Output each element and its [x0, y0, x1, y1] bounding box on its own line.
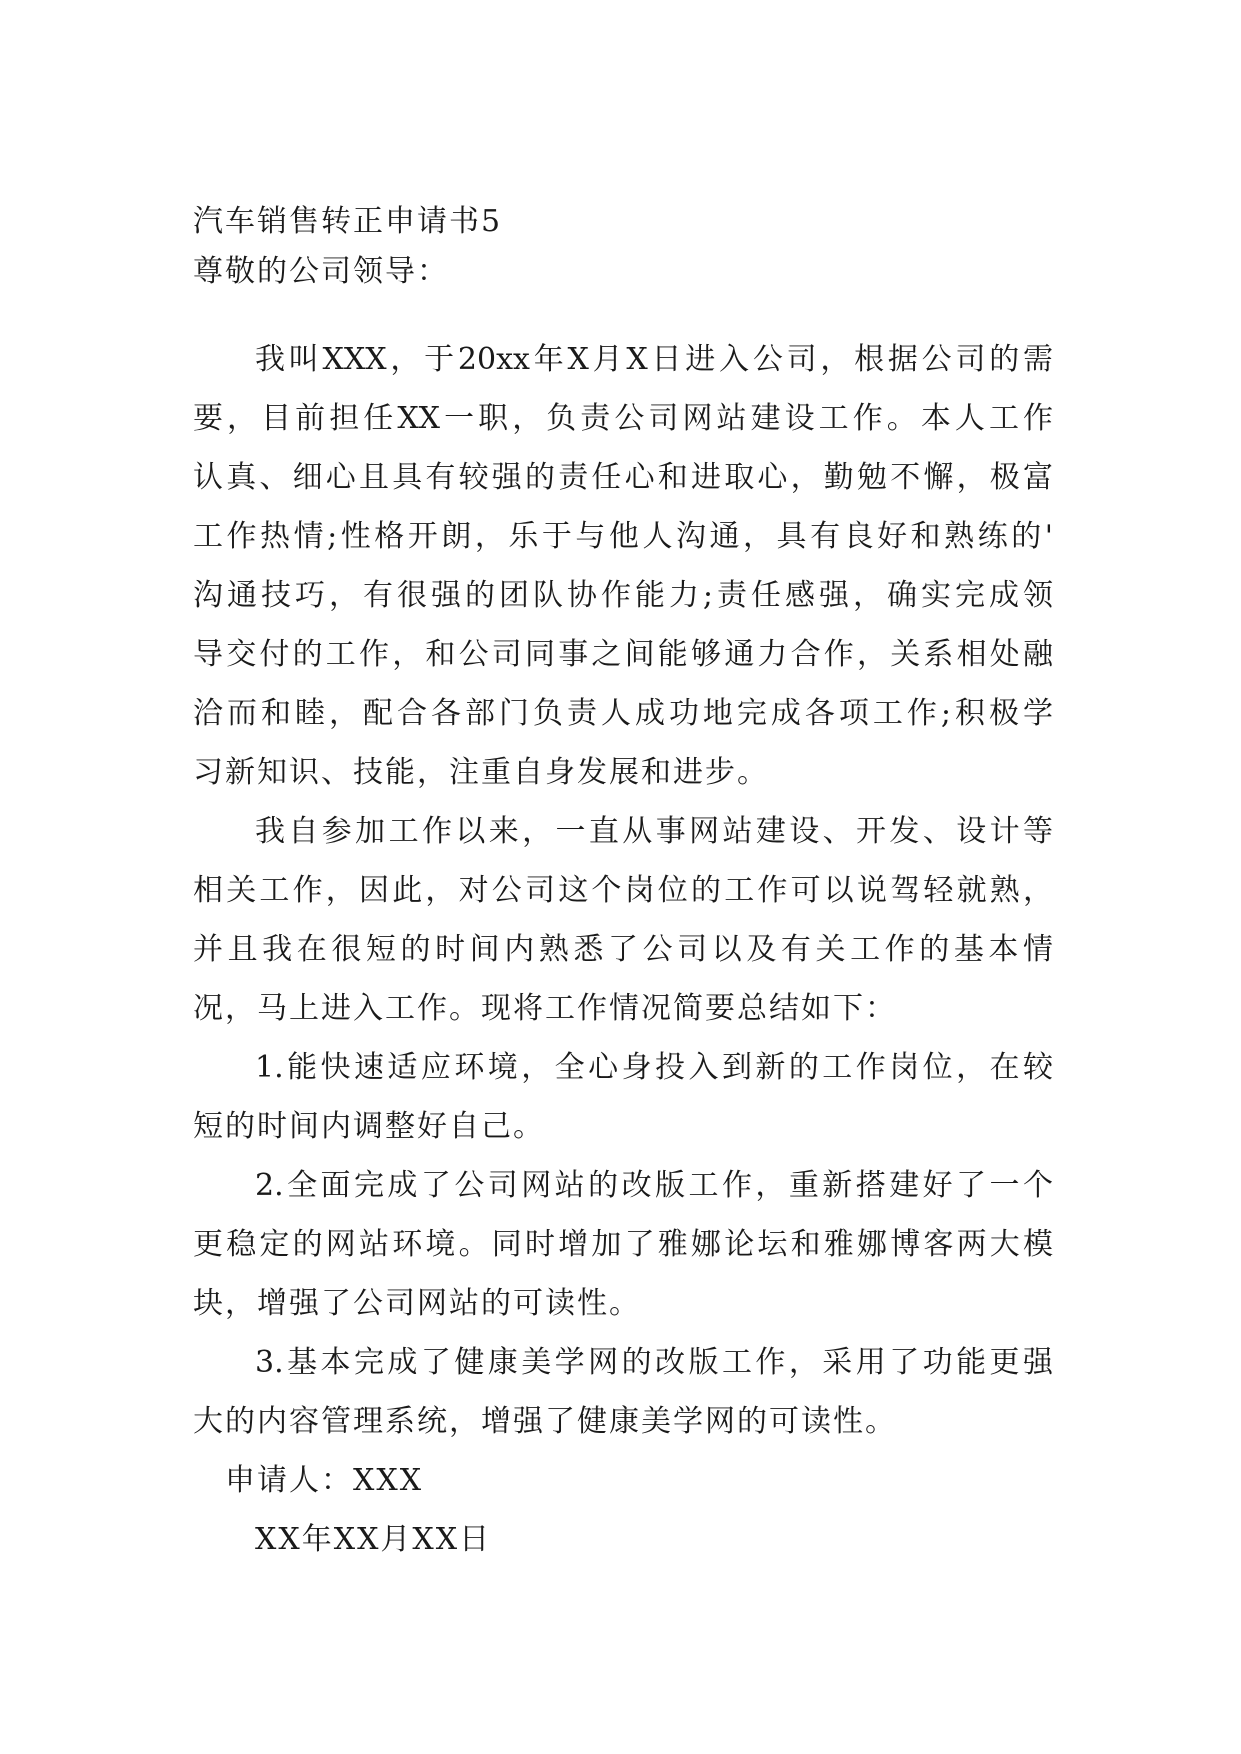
paragraph-1-line: 要，目前担任XX一职，负责公司网站建设工作。本人工作	[193, 401, 1053, 436]
paragraph-2-line: 况，马上进入工作。现将工作情况简要总结如下：	[193, 991, 897, 1026]
list-item-2-line: 更稳定的网站环境。同时增加了雅娜论坛和雅娜博客两大模	[193, 1227, 1053, 1262]
paragraph-2-line: 我自参加工作以来，一直从事网站建设、开发、设计等	[255, 814, 1053, 849]
list-item-2-line: 块，增强了公司网站的可读性。	[193, 1286, 641, 1321]
paragraph-2-line: 并且我在很短的时间内熟悉了公司以及有关工作的基本情	[193, 932, 1053, 967]
list-item-2-line: 2.全面完成了公司网站的改版工作，重新搭建好了一个	[255, 1168, 1053, 1203]
date-line: XX年XX月XX日	[255, 1522, 492, 1557]
list-item-1-line: 1.能快速适应环境，全心身投入到新的工作岗位，在较	[255, 1050, 1053, 1085]
list-item-3-line: 大的内容管理系统，增强了健康美学网的可读性。	[193, 1404, 897, 1439]
document-title: 汽车销售转正申请书5	[193, 204, 503, 239]
paragraph-1-line: 我叫XXX，于20xx年X月X日进入公司，根据公司的需	[255, 342, 1053, 377]
paragraph-1-line: 沟通技巧，有很强的团队协作能力;责任感强，确实完成领	[193, 578, 1053, 613]
list-item-3-line: 3.基本完成了健康美学网的改版工作，采用了功能更强	[255, 1345, 1053, 1380]
paragraph-1-line: 习新知识、技能，注重自身发展和进步。	[193, 755, 769, 790]
paragraph-2-line: 相关工作，因此，对公司这个岗位的工作可以说驾轻就熟，	[193, 873, 1053, 908]
paragraph-1-line: 导交付的工作，和公司同事之间能够通力合作，关系相处融	[193, 637, 1053, 672]
paragraph-1-line: 洽而和睦，配合各部门负责人成功地完成各项工作;积极学	[193, 696, 1053, 731]
list-item-1-line: 短的时间内调整好自己。	[193, 1109, 545, 1144]
paragraph-1-line: 认真、细心且具有较强的责任心和进取心，勤勉不懈，极富	[193, 460, 1053, 495]
salutation: 尊敬的公司领导：	[193, 254, 449, 289]
applicant-signature: 申请人：XXX	[225, 1463, 424, 1498]
paragraph-1-line: 工作热情;性格开朗，乐于与他人沟通，具有良好和熟练的'	[193, 519, 1053, 554]
